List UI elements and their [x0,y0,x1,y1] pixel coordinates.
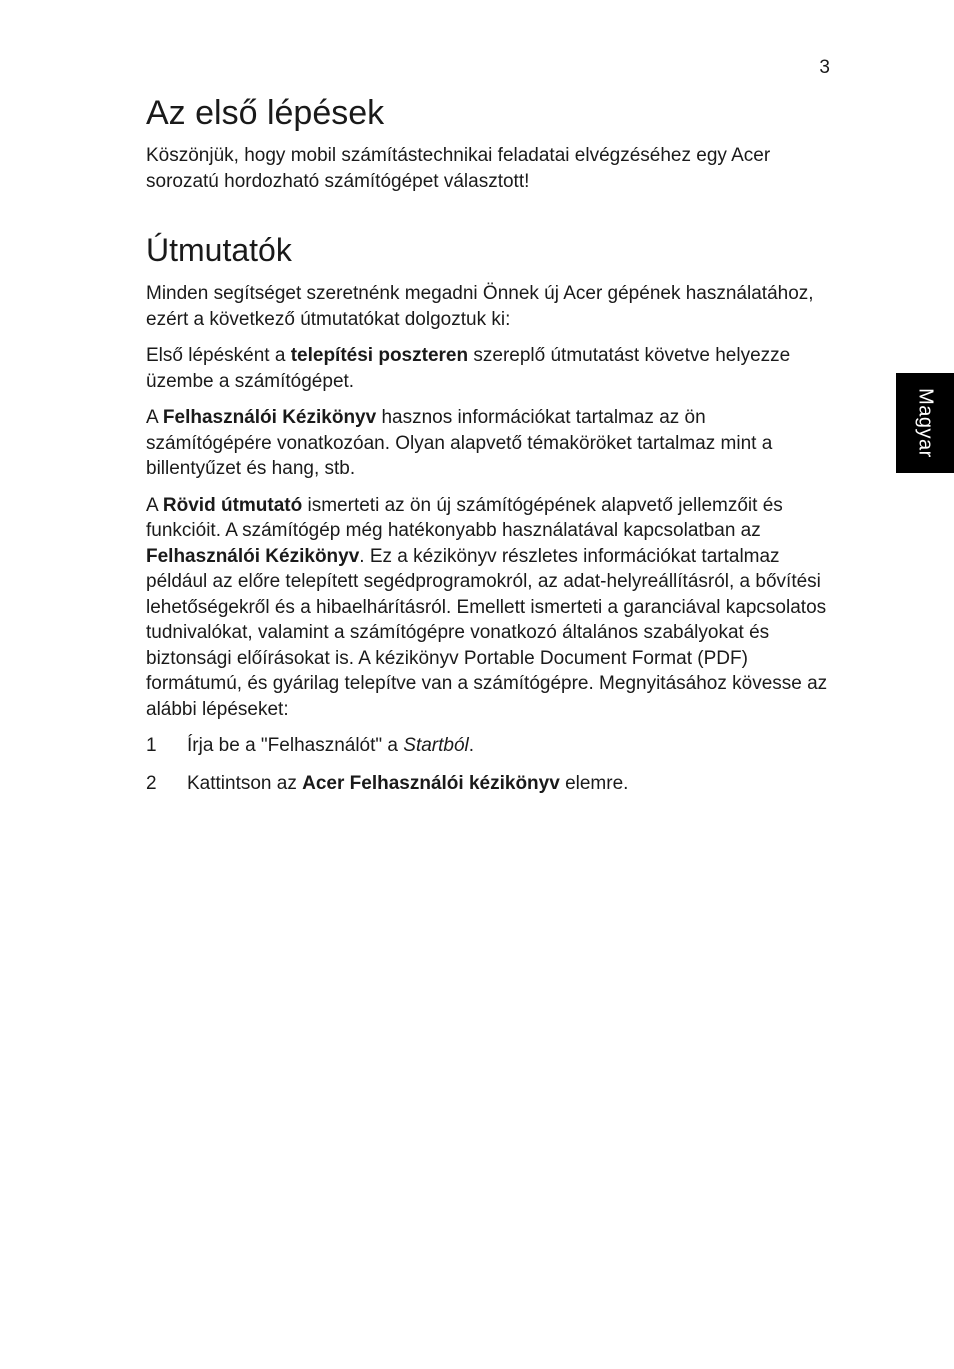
language-tab [896,373,954,473]
user-manual-text-before: A [146,407,163,428]
quick-guide-paragraph [146,493,836,723]
step-text [187,771,628,797]
user-manual-paragraph [146,405,836,482]
quick-guide-manual-bold: Felhasználói Kézikönyv [146,545,360,567]
guides-intro-paragraph: Minden segítséget szeretnénk megadni Önnek új Acer gépének használatához, ezért a következő útmutatókat dolgoztuk ki: [146,283,814,330]
step-text-before: Írja be a "Felhasználót" a [187,735,404,756]
list-item [146,771,836,797]
quick-guide-text-before: A [146,494,163,516]
quick-guide-bold: Rövid útmutató [162,494,303,516]
setup-poster-text-after: szereplő útmutatást követve helyezze üzembe a számítógépet. [146,345,791,392]
section-title-guides: Útmutatók [146,232,292,268]
setup-poster-text-before: Első lépésként a [146,345,291,366]
quick-guide-text-after: . Ez a kézikönyv részletes információkat tartalmaz például az előre telepített segédprogramokról, az adat-helyreállításról, a bővítési lehetőségekről és a hibaelhárításról. Emellett ismerteti a garanciával kapcsolatos tudnivalókat, valamint a számítógépre vonatkozó általános szabályokat és biztonsági előírásokat is. A kézikönyv Portable Document Format (PDF) formátumú, és gyárilag telepítve van a számítógépre. Megnyitásához kövesse az alábbi lépéseket: [146,545,828,720]
step-text-after: . [468,735,475,756]
document-content [146,92,836,808]
step-text-after: elemre. [559,772,629,794]
setup-poster-paragraph [146,343,836,394]
step-number: 1 [146,735,157,756]
user-manual-bold: Felhasználói Kézikönyv [162,407,377,428]
setup-poster-bold: telepítési poszteren [290,345,469,366]
page-number: 3 [819,57,830,78]
language-tab-label: Magyar [914,388,937,458]
step-text [187,733,474,759]
step-bold: Acer Felhasználói kézikönyv [302,772,560,794]
user-manual-text-after: hasznos információkat tartalmaz az ön számítógépére vonatkozóan. Olyan alapvető témaköröket tartalmaz mint a billentyűzet és hang, stb. [146,407,773,479]
steps-list [146,733,836,796]
step-italic: Startból [403,735,469,756]
section-title-first-steps: Az első lépések [146,94,385,132]
step-number: 2 [146,772,157,794]
list-item [146,733,836,759]
intro-paragraph: Köszönjük, hogy mobil számítástechnikai feladatai elvégzéséhez egy Acer sorozatú hordozható számítógépet választott! [146,145,771,192]
quick-guide-text-mid: ismerteti az ön új számítógépének alapvető jellemzőit és funkcióit. A számítógép még hatékonyabb használatával kapcsolatban az [146,494,783,541]
step-text-before: Kattintson az [187,772,303,794]
